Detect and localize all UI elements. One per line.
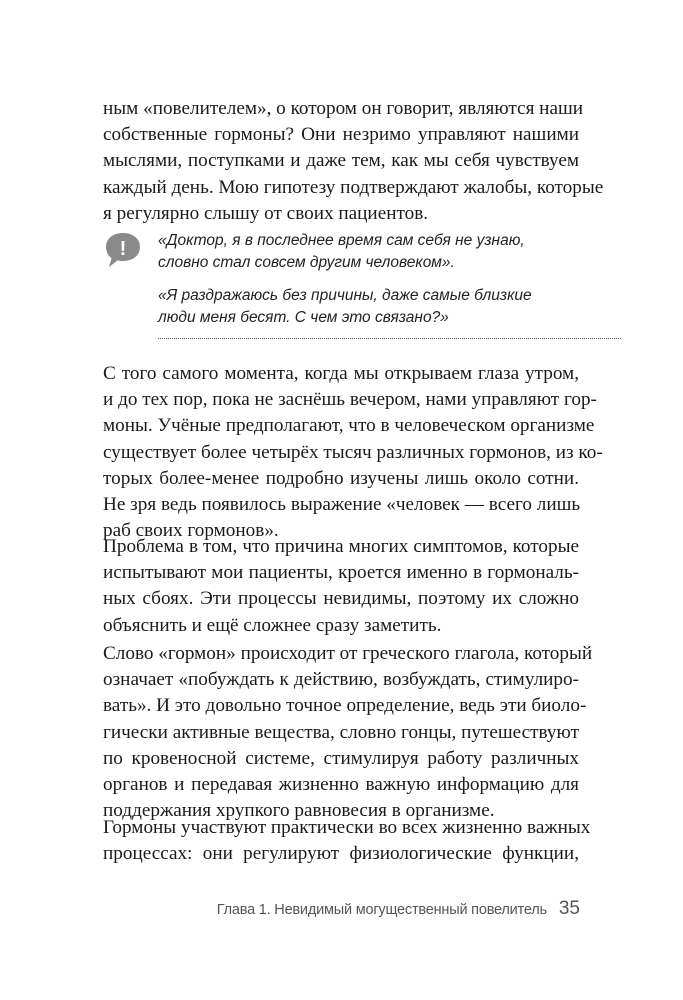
text-line: каждый день. Мою гипотезу подтверждают жалобы, которые — [103, 176, 604, 198]
paragraph-5 — [103, 815, 591, 867]
page-footer — [217, 898, 580, 920]
text-line: Не зря ведь появилось выражение «человек — всего лишь — [103, 494, 581, 516]
quote-callout — [103, 228, 579, 346]
dotted-divider — [158, 338, 621, 339]
text-line: Гормоны участвуют практически во всех жизненно важных — [103, 817, 591, 838]
quote-1 — [158, 230, 525, 274]
text-line: ных сбоях. Эти процессы невидимы, поэтому их сложно — [103, 588, 579, 610]
text-line: Проблема в том, что причина многих симптомов, которые — [103, 536, 579, 557]
text-line: существует более четырёх тысяч различных гормонов, из ко- — [103, 441, 603, 463]
text-line: С того самого момента, когда мы открываем глаза утром, — [103, 363, 579, 384]
text-line: процессах: они регулируют физиологические функции, — [103, 843, 579, 865]
text-line: означает «побуждать к действию, возбуждать, стимулиро- — [103, 669, 579, 691]
text-line: собственные гормоны? Они незримо управляют нашими — [103, 124, 579, 146]
text-line: поддержания хрупкого равновесия в организме. — [103, 800, 495, 822]
text-line: органов и передавая жизненно важную информацию для — [103, 774, 579, 796]
text-line: по кровеносной системе, стимулируя работу различных — [103, 747, 579, 769]
paragraph-1 — [103, 96, 604, 227]
text-line: и до тех пор, пока не заснёшь вечером, нами управляют гор- — [103, 389, 597, 411]
text-line: объяснить и ещё сложнее сразу заметить. — [103, 614, 442, 636]
paragraph-3 — [103, 534, 579, 639]
quote-2 — [158, 285, 532, 329]
text-line: раб своих гормонов». — [103, 520, 279, 542]
text-line: мыслями, поступками и даже тем, как мы себя чувствуем — [103, 150, 579, 172]
quote-line: «Я раздражаюсь без причины, даже самые близкие — [158, 287, 532, 304]
text-line: я регулярно слышу от своих пациентов. — [103, 202, 429, 224]
text-line: гически активные вещества, словно гонцы, путешествуют — [103, 721, 579, 743]
text-line: ным «повелителем», о котором он говорит, являются наши — [103, 98, 584, 119]
paragraph-4 — [103, 641, 593, 824]
exclamation-glyph: ! — [119, 238, 127, 260]
quote-line: «Доктор, я в последнее время сам себя не узнаю, — [158, 232, 525, 249]
text-line: вать». И это довольно точное определение, ведь эти биоло- — [103, 695, 587, 717]
chapter-title: Глава 1. Невидимый могущественный повелитель — [216, 902, 547, 918]
quote-line: люди меня бесят. С чем это связано?» — [158, 309, 449, 326]
paragraph-2 — [103, 361, 603, 544]
exclamation-speech-bubble-icon — [103, 230, 143, 270]
text-line: испытывают мои пациенты, кроется именно в гормональ- — [103, 562, 579, 584]
quote-line: словно стал совсем другим человеком». — [158, 254, 455, 271]
page-number: 35 — [558, 898, 580, 919]
text-line: моны. Учёные предполагают, что в человеческом организме — [103, 415, 595, 437]
text-line: Слово «гормон» происходит от греческого глагола, который — [103, 643, 593, 664]
text-line: торых более-менее подробно изучены лишь около сотни. — [103, 467, 579, 489]
